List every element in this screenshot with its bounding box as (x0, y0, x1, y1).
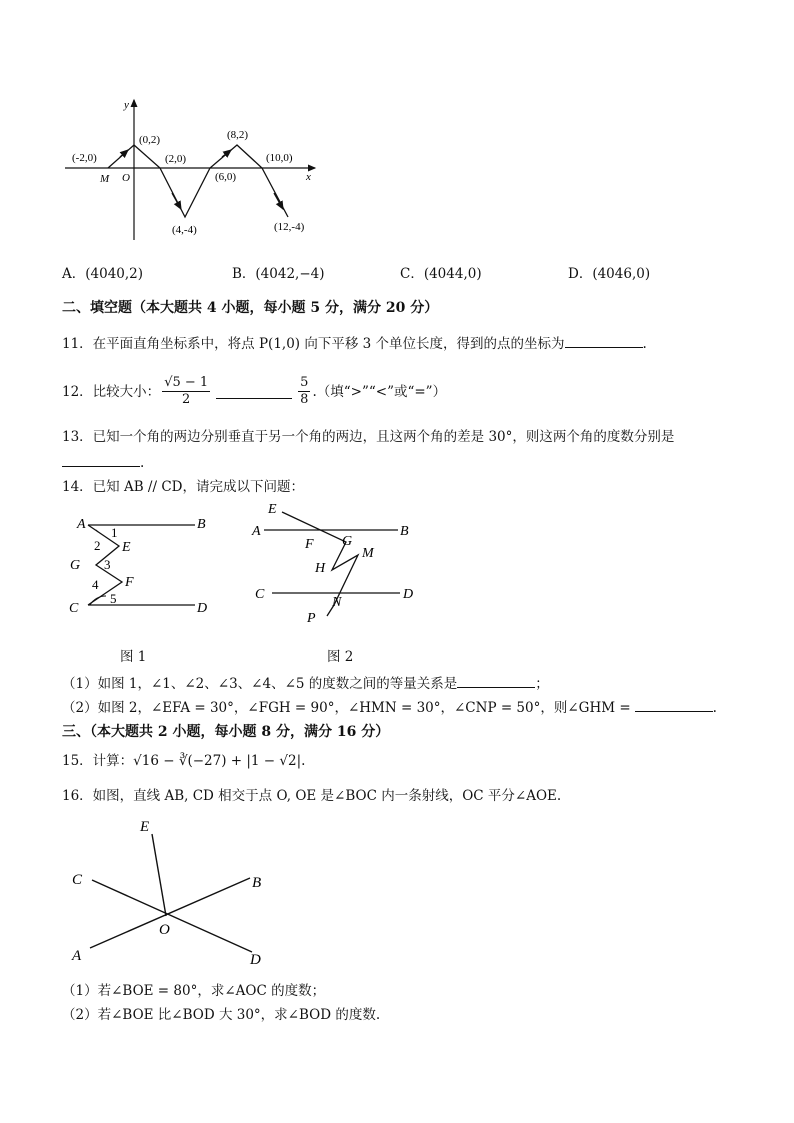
section-3-title: 三、（本大题共 2 小题，每小题 8 分，满分 16 分） (62, 724, 390, 740)
point-label: (2,0) (165, 153, 187, 165)
question-14-part-2 (62, 697, 717, 717)
q13-end: . (140, 455, 145, 471)
q14-part1-text: （1）如图 1，∠1、∠2、∠3、∠4、∠5 的度数之间的等量关系是 (62, 676, 458, 692)
q14-part1-end: ； (535, 676, 549, 692)
fig3-label-a: A (72, 948, 82, 964)
frac2-den: 8 (300, 392, 309, 407)
question-14-part-1 (62, 673, 549, 693)
q11-end: . (642, 336, 647, 352)
fig2-label-a: A (252, 524, 261, 539)
q12-prefix: 12．比较大小： (62, 383, 161, 400)
fig1-angle-5: 5 (110, 591, 117, 606)
zigzag-graph (60, 95, 330, 245)
fig1-angle-2: 2 (94, 538, 101, 553)
fig1-label-b: B (197, 517, 206, 532)
fraction-1 (162, 375, 210, 408)
fig1-label-f: F (125, 575, 134, 590)
q14-part2-end: . (712, 700, 717, 716)
fig1-angle-4: 4 (92, 577, 99, 592)
point-label: (8,2) (227, 129, 249, 141)
figure-1-caption: 图 1 (120, 649, 147, 665)
fig1-label-c: C (69, 601, 79, 616)
fig3-label-e: E (140, 819, 150, 835)
fig2-label-f: F (305, 537, 314, 552)
question-16-part-2: （2）若∠BOE 比∠BOD 大 30°，求∠BOD 的度数. (62, 1007, 381, 1023)
q14-part2-text: （2）如图 2，∠EFA = 30°，∠FGH = 90°，∠HMN = 30°，∠CNP = 50°，则∠GHM = (62, 700, 631, 716)
option-a: A．(4040,2) (62, 266, 144, 282)
question-14-stem: 14．已知 AB // CD，请完成以下问题： (62, 479, 304, 495)
question-11 (62, 333, 647, 353)
question-15: 15．计算：√16 − ∛(−27) + |1 − √2|. (62, 753, 306, 769)
fig2-label-n: N (332, 595, 342, 610)
x-label: x (306, 171, 311, 183)
question-13-blank (62, 452, 144, 472)
fig1-label-a: A (77, 517, 86, 532)
point-label: (12,-4) (274, 221, 305, 233)
question-16-part-1: （1）若∠BOE = 80°，求∠AOC 的度数； (62, 983, 326, 999)
fig2-label-g: G (342, 534, 353, 549)
point-label: (0,2) (139, 134, 161, 146)
fig1-label-d: D (197, 601, 208, 616)
fig3-label-b: B (252, 875, 262, 891)
option-c: C．(4044,0) (400, 266, 482, 282)
fig3-label-o: O (159, 922, 170, 938)
option-b: B．(4042,−4) (232, 266, 325, 282)
zigzag-path (108, 145, 288, 217)
fig2-label-c: C (255, 587, 265, 602)
q12-suffix: .（填“>”“<”或“=”） (312, 383, 447, 400)
fig3-label-c: C (72, 872, 83, 888)
frac2-num: 5 (300, 375, 309, 390)
question-16-stem: 16．如图，直线 AB, CD 相交于点 O, OE 是∠BOC 内一条射线，OC 平分∠AOE. (62, 788, 562, 804)
point-label: (6,0) (215, 171, 237, 183)
fig2-label-p: P (307, 611, 316, 626)
fig2-label-b: B (400, 524, 409, 539)
frac1-den: 2 (182, 392, 191, 407)
m-label: M (100, 173, 110, 185)
point-label: (-2,0) (72, 152, 97, 164)
fig3-label-d: D (250, 952, 261, 968)
question-12 (62, 375, 446, 408)
figure-1 (62, 508, 222, 628)
figure-3 (62, 812, 282, 972)
option-d: D．(4046,0) (568, 266, 651, 282)
y-label: y (124, 99, 129, 111)
q11-text: 11．在平面直角坐标系中，将点 P(1,0) 向下平移 3 个单位长度，得到的点的坐标为 (62, 336, 565, 352)
fig2-label-m: M (362, 546, 374, 561)
fraction-2 (298, 375, 310, 408)
origin-label: O (122, 172, 130, 184)
figure-2 (250, 498, 430, 628)
figure-2-caption: 图 2 (327, 649, 354, 665)
frac1-num: √5 − 1 (164, 375, 209, 390)
fig1-angle-1: 1 (111, 525, 118, 540)
fig1-label-e: E (122, 540, 131, 555)
fig2-label-e: E (268, 502, 277, 517)
point-label: (4,-4) (172, 224, 197, 236)
fig1-label-g: G (70, 558, 81, 573)
section-2-title: 二、填空题（本大题共 4 小题，每小题 5 分，满分 20 分） (62, 300, 439, 316)
point-label: (10,0) (266, 152, 293, 164)
fig2-label-h: H (315, 561, 326, 576)
fig2-label-d: D (403, 587, 414, 602)
fig1-angle-3: 3 (104, 557, 111, 572)
question-13: 13．已知一个角的两边分别垂直于另一个角的两边，且这两个角的差是 30°，则这两个角的度数分别是 (62, 429, 675, 445)
